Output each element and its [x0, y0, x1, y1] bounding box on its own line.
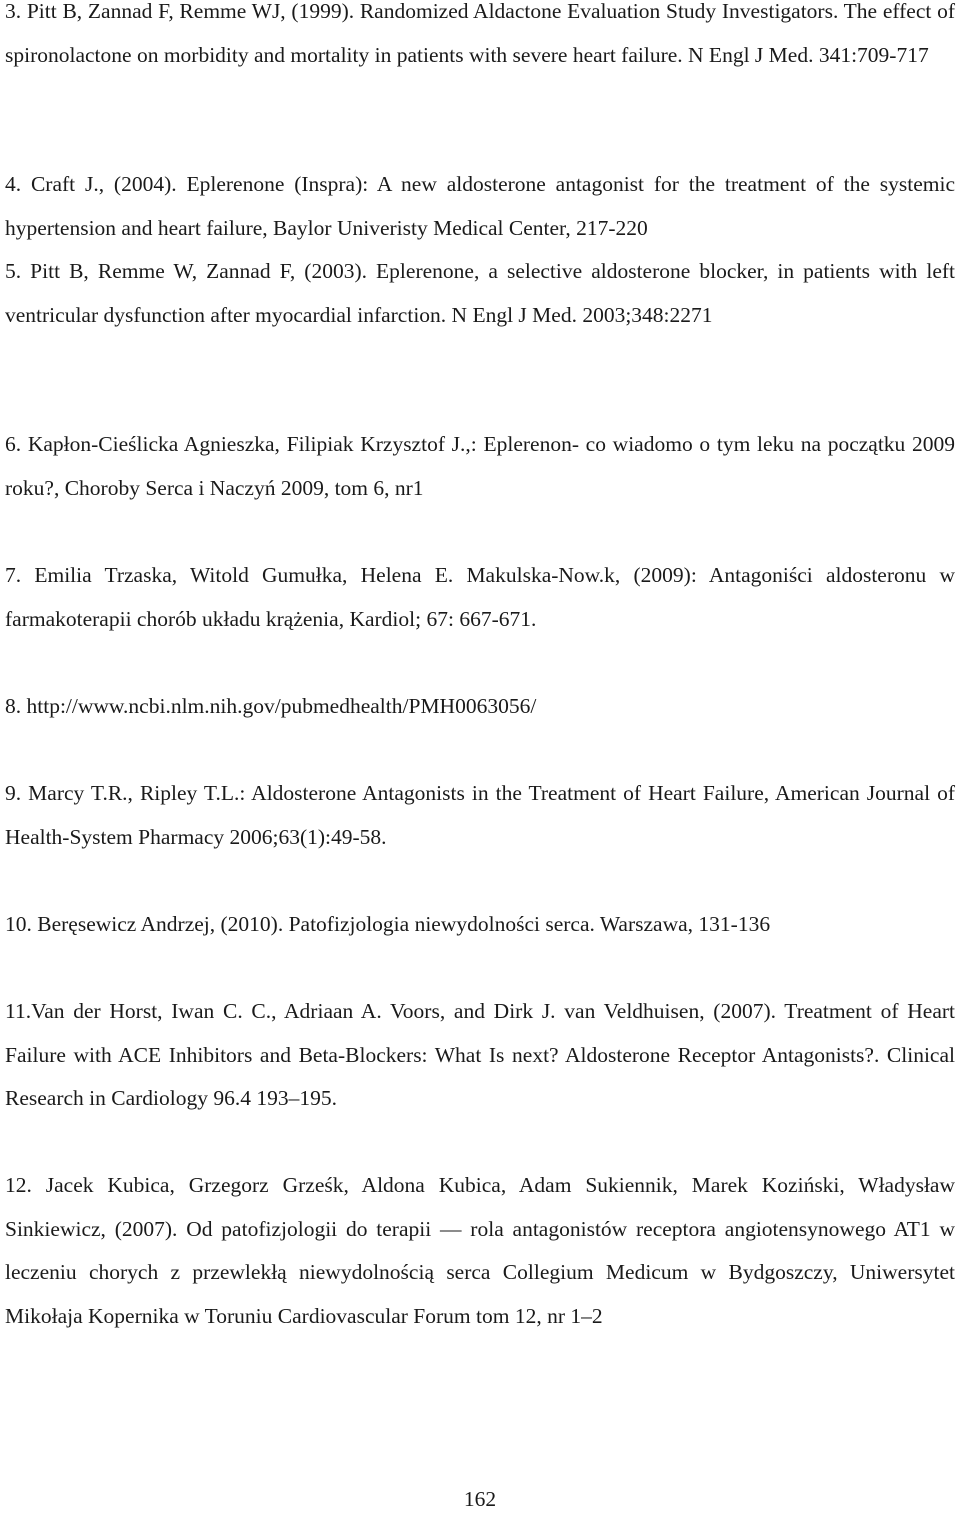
reference-6: 6. Kapłon-Cieślicka Agnieszka, Filipiak Krzysztof J.,: Eplerenon- co wiadomo o tym leku na początku 2009 roku?, Choroby Serca i Naczyń 2009, tom 6, nr1 — [5, 432, 955, 500]
page-number: 162 — [463, 1487, 497, 1511]
reference-3: 3. Pitt B, Zannad F, Remme WJ, (1999). Randomized Aldactone Evaluation Study Investigators. The effect of spironolactone on morbidity and mortality in patients with severe heart failure. N Engl J Med. 341:709-717 — [5, 0, 955, 67]
reference-4: 4. Craft J., (2004). Eplerenone (Inspra): A new aldosterone antagonist for the treatment of the systemic hypertension and heart failure, Baylor Univeristy Medical Center, 217-220 — [5, 172, 955, 240]
reference-11: 11.Van der Horst, Iwan C. C., Adriaan A. Voors, and Dirk J. van Veldhuisen, (2007). Treatment of Heart Failure with ACE Inhibitors and Beta-Blockers: What Is next? Aldosterone Receptor Antagonists?. Clinical Research in Cardiology 96.4 193–195. — [5, 999, 955, 1111]
reference-5: 5. Pitt B, Remme W, Zannad F, (2003). Eplerenone, a selective aldosterone blocker, in patients with left ventricular dysfunction after myocardial infarction. N Engl J Med. 2003;348:2271 — [5, 259, 955, 327]
reference-7: 7. Emilia Trzaska, Witold Gumułka, Helena E. Makulska-Now.k, (2009): Antagoniści aldosteronu w farmakoterapii chorób układu krążenia, Kardiol; 67: 667-671. — [5, 563, 955, 631]
reference-8[interactable]: 8. http://www.ncbi.nlm.nih.gov/pubmedhealth/PMH0063056/ — [5, 694, 537, 718]
reference-10: 10. Beręsewicz Andrzej, (2010). Patofizjologia niewydolności serca. Warszawa, 131-136 — [5, 912, 771, 936]
reference-9: 9. Marcy T.R., Ripley T.L.: Aldosterone Antagonists in the Treatment of Heart Failure, American Journal of Health-System Pharmacy 2006;63(1):49-58. — [5, 781, 955, 849]
reference-12: 12. Jacek Kubica, Grzegorz Grześk, Aldona Kubica, Adam Sukiennik, Marek Koziński, Władysław Sinkiewicz, (2007). Od patofizjologii do terapii — rola antagonistów receptora angiotensynowego AT1 w leczeniu chorych z przewlekłą niewydolnością serca Collegium Medicum w Bydgoszczy, Uniwersytet Mikołaja Kopernika w Toruniu Cardiovascular Forum tom 12, nr 1–2 — [5, 1173, 955, 1328]
